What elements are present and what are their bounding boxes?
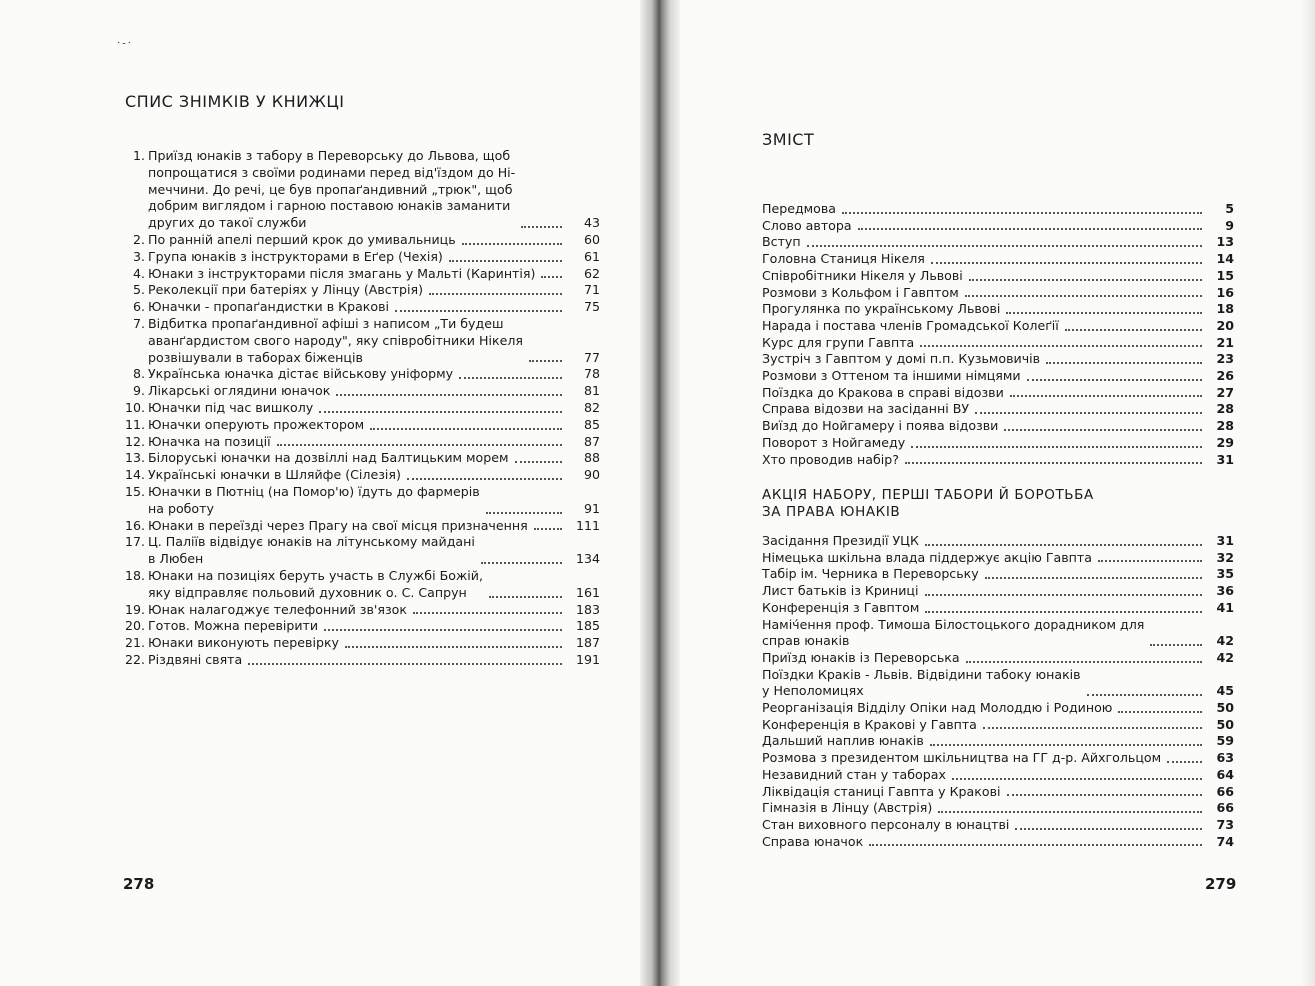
item-page-number: 32 — [1216, 549, 1234, 565]
item-number: 22. — [124, 651, 145, 667]
item-title: Прогулянка по українському Львові — [762, 301, 1001, 317]
list-item — [120, 467, 600, 484]
item-number: 19. — [124, 601, 145, 617]
item-page-number: 41 — [1216, 599, 1234, 615]
dot-leader — [486, 512, 562, 514]
list-item — [762, 401, 1234, 418]
item-number: 2. — [132, 231, 145, 247]
list-item — [762, 667, 1234, 700]
item-number: 9. — [132, 383, 145, 399]
list-item — [762, 784, 1234, 801]
dot-leader — [521, 226, 562, 228]
list-item — [762, 251, 1234, 268]
list-item — [762, 834, 1234, 851]
list-item — [762, 733, 1234, 750]
item-number: 10. — [124, 399, 145, 415]
dot-leader — [807, 245, 1202, 247]
contents-list-part2 — [762, 533, 1234, 850]
dot-leader — [529, 360, 562, 362]
list-item — [762, 351, 1234, 368]
dot-leader — [345, 646, 562, 648]
item-page-number: 28 — [1216, 401, 1234, 417]
item-page-number: 73 — [1216, 816, 1234, 832]
item-page-number: 31 — [1216, 451, 1234, 467]
item-title: По ранній апелі перший крок до умивальниць — [148, 231, 456, 247]
item-page-number: 5 — [1225, 201, 1234, 216]
list-item — [120, 434, 600, 451]
item-page-number: 16 — [1216, 284, 1234, 300]
item-number: 14. — [124, 467, 145, 483]
dot-leader — [905, 462, 1202, 464]
list-item — [120, 266, 600, 283]
item-number: 3. — [132, 248, 145, 264]
list-item — [120, 534, 600, 568]
list-item — [762, 418, 1234, 435]
item-page-number: 63 — [1216, 750, 1234, 766]
item-title: Гімназія в Лінцу (Австрія) — [762, 800, 933, 816]
list-item — [762, 268, 1234, 285]
item-number: 18. — [124, 567, 145, 583]
item-title: Дальший наплив юнаків — [762, 733, 924, 749]
dot-leader — [1118, 711, 1202, 713]
item-title: Готов. Можна перевірити — [148, 618, 319, 634]
dot-leader — [515, 461, 563, 463]
item-title: Реорганізація Відділу Опіки над Молоддю і Родиною — [762, 700, 1113, 716]
item-page-number: 23 — [1216, 351, 1234, 367]
item-number: 15. — [124, 483, 145, 499]
item-title: Хто проводив набір? — [762, 451, 899, 467]
list-item — [120, 484, 600, 518]
dot-leader — [449, 260, 562, 262]
item-page-number: 36 — [1216, 583, 1234, 599]
item-number: 13. — [124, 450, 145, 466]
item-page-number: 134 — [575, 551, 600, 567]
item-page-number: 31 — [1216, 533, 1234, 548]
item-page-number: 50 — [1216, 700, 1234, 716]
item-number: 8. — [132, 366, 145, 382]
contents-list-part1 — [762, 201, 1234, 468]
item-page-number: 85 — [583, 416, 600, 432]
dot-leader — [248, 663, 562, 665]
item-page-number: 87 — [583, 433, 600, 449]
item-page-number: 62 — [583, 265, 600, 281]
dot-leader — [925, 611, 1202, 613]
item-page-number: 50 — [1216, 716, 1234, 732]
list-item — [120, 316, 600, 366]
contents-heading: ЗМІСТ — [762, 130, 815, 149]
dot-leader — [489, 596, 562, 598]
item-page-number: 161 — [575, 584, 600, 600]
dot-leader — [930, 744, 1202, 746]
list-item — [120, 568, 600, 602]
item-page-number: 14 — [1216, 251, 1234, 267]
item-title: Передмова — [762, 201, 837, 216]
item-title: Лист батьків із Криниці — [762, 583, 919, 599]
list-item — [762, 201, 1234, 218]
item-title: Ц. Паліїв відвідує юнаків на літунському майдані в Любен — [148, 534, 475, 567]
item-title: Юнаки з інструкторами після змагань у Мальті (Каринтія) — [148, 265, 536, 281]
dot-leader — [541, 276, 562, 278]
list-item — [762, 218, 1234, 235]
item-title: Поїздки Краків - Львів. Відвідини табоку юнаків у Неполомицях — [762, 666, 1081, 699]
item-page-number: 42 — [1216, 633, 1234, 649]
list-item — [762, 566, 1234, 583]
item-title: Юнаки в переїзді через Прагу на свої місця призначення — [148, 517, 528, 533]
list-item — [120, 383, 600, 400]
list-item — [120, 148, 600, 232]
item-title: Лікарські оглядини юначок — [148, 383, 331, 399]
dot-leader — [920, 345, 1202, 347]
dot-leader — [459, 377, 562, 379]
item-page-number: 185 — [575, 618, 600, 634]
print-speck: ·-· — [117, 38, 133, 49]
list-item — [762, 335, 1234, 352]
dot-leader — [277, 444, 562, 446]
item-page-number: 74 — [1216, 833, 1234, 849]
item-page-number: 90 — [583, 467, 600, 483]
dot-leader — [413, 612, 562, 614]
dot-leader — [395, 310, 562, 312]
list-item — [762, 533, 1234, 550]
item-title: Справа юначок — [762, 833, 864, 849]
item-title: Головна Станиця Нікеля — [762, 251, 925, 267]
list-item — [762, 700, 1234, 717]
dot-leader — [858, 228, 1202, 230]
item-page-number: 45 — [1216, 683, 1234, 699]
item-number: 16. — [124, 517, 145, 533]
item-page-number: 111 — [575, 517, 600, 533]
item-number: 11. — [124, 416, 145, 432]
item-title: Реколекції при батеріях у Лінцу (Австрія) — [148, 282, 424, 298]
dot-leader — [925, 594, 1203, 596]
photo-list-heading: СПИС ЗНІМКІВ У КНИЖЦІ — [125, 92, 345, 111]
item-title: Нарада і постава членів Громадської Колеґії — [762, 317, 1059, 333]
dot-leader — [983, 727, 1202, 729]
list-item — [762, 234, 1234, 251]
list-item — [762, 617, 1234, 650]
page-number-left: 278 — [123, 875, 155, 893]
item-number: 12. — [124, 433, 145, 449]
dot-leader — [429, 293, 562, 295]
dot-leader — [1098, 560, 1202, 562]
list-item — [120, 249, 600, 266]
list-item — [762, 435, 1234, 452]
item-title: Різдвяні свята — [148, 651, 243, 667]
list-item — [762, 301, 1234, 318]
dot-leader — [938, 811, 1202, 813]
item-page-number: 26 — [1216, 368, 1234, 384]
dot-leader — [1006, 312, 1202, 314]
item-page-number: 66 — [1216, 783, 1234, 799]
dot-leader — [319, 411, 562, 413]
dot-leader — [336, 394, 562, 396]
item-title: Юнаки на позиціях беруть участь в Службі Божій, яку відправляє польовий духовник о. С. Сапрун — [148, 567, 483, 600]
list-item — [120, 518, 600, 535]
item-title: Юначки - пропаґандистки в Кракові — [148, 299, 390, 315]
dot-leader — [481, 562, 562, 564]
list-item — [762, 817, 1234, 834]
dot-leader — [1027, 379, 1202, 381]
list-item — [762, 583, 1234, 600]
item-title: Справа відозви на засіданні ВУ — [762, 401, 970, 417]
list-item — [762, 285, 1234, 302]
item-page-number: 59 — [1216, 733, 1234, 749]
item-page-number: 20 — [1216, 317, 1234, 333]
item-title: Незавидний стан у таборах — [762, 766, 946, 782]
dot-leader — [1007, 794, 1203, 796]
item-page-number: 71 — [583, 282, 600, 298]
item-title: Поворот з Нойгамеду — [762, 434, 906, 450]
list-item — [120, 417, 600, 434]
item-title: Юнак налагоджує телефонний зв'язок — [148, 601, 407, 617]
item-title: Виїзд до Нойгамеру і поява відозви — [762, 418, 999, 434]
item-title: Німецька шкільна влада піддержує акцію Гавпта — [762, 549, 1092, 565]
item-title: Ліквідація станиці Гавпта у Кракові — [762, 783, 1001, 799]
list-item — [762, 318, 1234, 335]
dot-leader — [975, 412, 1202, 414]
item-page-number: 81 — [583, 383, 600, 399]
photo-list — [120, 148, 600, 669]
item-page-number: 29 — [1216, 434, 1234, 450]
item-title: Табір ім. Черника в Переворську — [762, 566, 979, 582]
item-title: Група юнаків з інструкторами в Еґер (Чехія) — [148, 248, 443, 264]
list-item — [120, 652, 600, 669]
section-heading: АКЦІЯ НАБОРУ, ПЕРШІ ТАБОРИ Й БОРОТЬБА ЗА ПРАВА ЮНАКІВ — [762, 487, 1094, 520]
dot-leader — [842, 212, 1202, 214]
list-item — [120, 366, 600, 383]
item-page-number: 91 — [583, 500, 600, 516]
item-title: Приїзд юнаків з табору в Переворську до Львова, щоб попрощатися з своїми родинами перед від'їздом до Ні- меччини. До речі, це був пропаґандивний „трюк", щоб добрим виглядом і гарною поставою юнаків заманити других до такої служби — [148, 148, 516, 231]
item-title: Приїзд юнаків із Переворська — [762, 649, 960, 665]
item-title: Конференція з Гавптом — [762, 599, 920, 615]
dot-leader — [1150, 644, 1202, 646]
item-page-number: 13 — [1216, 234, 1234, 250]
item-page-number: 66 — [1216, 800, 1234, 816]
item-page-number: 43 — [583, 215, 600, 231]
dot-leader — [911, 446, 1202, 448]
item-title: Конференція в Кракові у Гавпта — [762, 716, 977, 732]
item-title: Наміч́ення проф. Тимоша Білостоцького дорадником для справ юнаків — [762, 616, 1145, 649]
item-title: Стан виховного персоналу в юнацтві — [762, 816, 1010, 832]
list-item — [762, 717, 1234, 734]
item-title: Зустріч з Гавптом у домі п.п. Кузьмовичів — [762, 351, 1041, 367]
item-title: Юначки під час вишколу — [148, 399, 314, 415]
item-title: Розмова з президентом шкільництва на ГГ д-р. Айхгольцом — [762, 750, 1162, 766]
list-item — [120, 602, 600, 619]
item-page-number: 27 — [1216, 384, 1234, 400]
dot-leader — [1087, 694, 1202, 696]
list-item — [762, 650, 1234, 667]
page-number-right: 279 — [1205, 875, 1237, 893]
item-number: 1. — [132, 148, 145, 163]
item-page-number: 187 — [575, 635, 600, 651]
list-item — [762, 452, 1234, 469]
item-title: Розмови з Кольфом і Гавптом — [762, 284, 959, 300]
list-item — [762, 767, 1234, 784]
list-item — [762, 550, 1234, 567]
item-title: Білоруські юначки на дозвіллі над Балтицьким морем — [148, 450, 509, 466]
dot-leader — [462, 243, 562, 245]
item-page-number: 18 — [1216, 301, 1234, 317]
dot-leader — [965, 295, 1202, 297]
item-page-number: 35 — [1216, 566, 1234, 582]
dot-leader — [869, 844, 1202, 846]
list-item — [120, 299, 600, 316]
dot-leader — [1046, 362, 1202, 364]
list-item — [762, 600, 1234, 617]
item-number: 7. — [132, 315, 145, 331]
item-page-number: 77 — [583, 349, 600, 365]
item-number: 21. — [124, 635, 145, 651]
item-number: 6. — [132, 299, 145, 315]
item-page-number: 9 — [1225, 217, 1234, 233]
item-page-number: 64 — [1216, 766, 1234, 782]
item-number: 20. — [124, 618, 145, 634]
page-edge — [1300, 0, 1315, 986]
dot-leader — [1004, 429, 1202, 431]
item-page-number: 191 — [575, 651, 600, 667]
dot-leader — [1167, 761, 1202, 763]
dot-leader — [931, 262, 1202, 264]
item-page-number: 78 — [583, 366, 600, 382]
item-title: Засідання Президії УЦК — [762, 533, 919, 548]
item-page-number: 82 — [583, 399, 600, 415]
list-item — [120, 450, 600, 467]
list-item — [120, 400, 600, 417]
item-title: Слово автора — [762, 217, 852, 233]
dot-leader — [985, 577, 1202, 579]
dot-leader — [1065, 329, 1202, 331]
book-gutter — [640, 0, 680, 986]
item-title: Вступ — [762, 234, 801, 250]
item-title: Юначки в Пютніц (на Помор'ю) їдуть до фармерів на роботу — [148, 483, 480, 516]
item-title: Курс для групи Гавпта — [762, 334, 915, 350]
list-item — [762, 368, 1234, 385]
item-title: Українська юначка дістає військову уніформу — [148, 366, 454, 382]
dot-leader — [966, 661, 1202, 663]
dot-leader — [534, 528, 562, 530]
item-title: Відбитка пропаґандивної афіші з написом „Ти будеш аванґардистом свого народу", яку співробітники Нікеля розвішували в таборах біженців — [148, 315, 523, 365]
item-page-number: 75 — [583, 299, 600, 315]
item-page-number: 61 — [583, 248, 600, 264]
item-title: Юнаки виконують перевірку — [148, 635, 340, 651]
item-page-number: 42 — [1216, 649, 1234, 665]
item-page-number: 28 — [1216, 418, 1234, 434]
dot-leader — [969, 279, 1202, 281]
item-title: Юначки оперують прожектором — [148, 416, 365, 432]
dot-leader — [1015, 828, 1202, 830]
list-item — [120, 232, 600, 249]
item-number: 4. — [132, 265, 145, 281]
item-page-number: 60 — [583, 231, 600, 247]
dot-leader — [324, 629, 562, 631]
list-item — [762, 800, 1234, 817]
list-item — [762, 750, 1234, 767]
item-number: 5. — [132, 282, 145, 298]
item-title: Українські юначки в Шляйфе (Сілезія) — [148, 467, 401, 483]
item-title: Співробітники Нікеля у Львові — [762, 267, 963, 283]
item-title: Поїздка до Кракова в справі відозви — [762, 384, 1004, 400]
list-item — [762, 385, 1234, 402]
dot-leader — [925, 544, 1202, 546]
list-item — [120, 282, 600, 299]
list-item — [120, 618, 600, 635]
list-item — [120, 635, 600, 652]
item-page-number: 183 — [575, 601, 600, 617]
dot-leader — [952, 778, 1202, 780]
dot-leader — [1010, 395, 1202, 397]
dot-leader — [370, 428, 562, 430]
item-page-number: 21 — [1216, 334, 1234, 350]
item-page-number: 15 — [1216, 267, 1234, 283]
item-title: Юначка на позиції — [148, 433, 271, 449]
dot-leader — [407, 478, 562, 480]
item-page-number: 88 — [583, 450, 600, 466]
item-number: 17. — [124, 534, 145, 550]
item-title: Розмови з Оттеном та іншими німцями — [762, 368, 1021, 384]
